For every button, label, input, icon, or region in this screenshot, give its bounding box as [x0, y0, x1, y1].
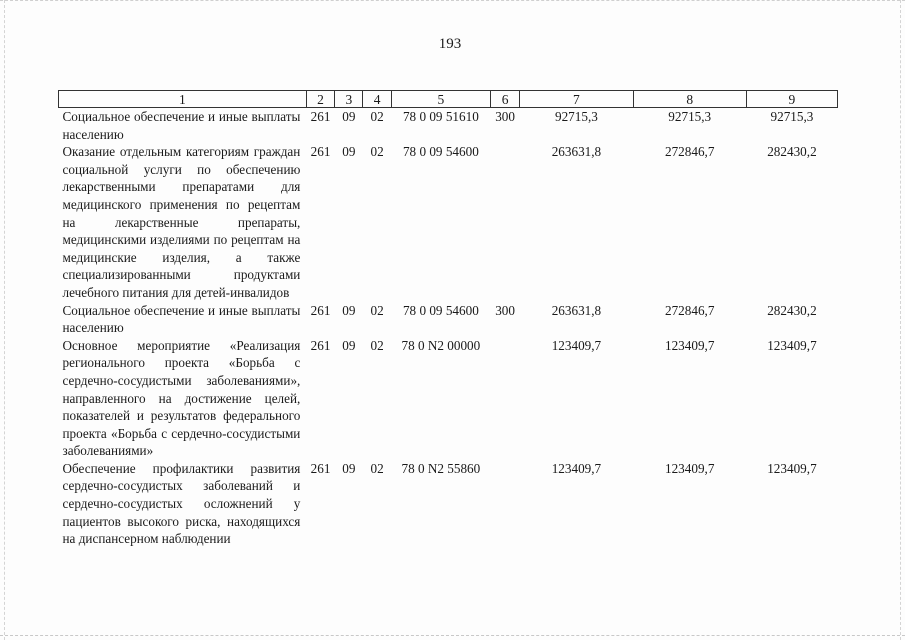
row-col-2: 261 [310, 337, 331, 353]
header-col-7: 7 [520, 91, 633, 108]
table-row [59, 108, 838, 144]
scan-edge-left [4, 0, 6, 640]
row-col-4: 02 [370, 302, 384, 318]
row-col-4: 02 [370, 460, 384, 476]
header-col-6: 6 [490, 91, 519, 108]
header-col-3: 3 [335, 91, 363, 108]
row-col-6: 300 [495, 302, 515, 318]
row-col-3: 09 [342, 144, 356, 160]
row-col-6: 300 [495, 109, 515, 124]
row-col-9: 282430,2 [767, 302, 817, 318]
row-col-4: 02 [370, 109, 384, 124]
row-col-2: 261 [310, 302, 331, 318]
table-row [59, 337, 838, 460]
scan-edge-right [900, 0, 902, 640]
budget-table [58, 90, 838, 548]
row-name: Основное мероприятие «Реализация регионального проекта «Борьба с сердечно-сосудистыми заболеваниями», направленного на достижение целей, показателей и результатов федерального проекта «Борьба с сердечно-сосудистыми заболеваниями» [62, 337, 301, 459]
row-col-7: 123409,7 [551, 337, 602, 353]
row-col-7: 263631,8 [551, 144, 602, 160]
row-col-4: 02 [370, 144, 384, 160]
scan-edge-top [0, 0, 905, 2]
row-col-2: 261 [310, 460, 331, 476]
page-number: 193 [438, 36, 462, 52]
row-col-5: 78 0 09 51610 [402, 109, 479, 124]
row-col-9: 92715,3 [770, 109, 814, 124]
row-col-8: 272846,7 [664, 144, 715, 160]
header-col-9: 9 [746, 91, 837, 108]
row-col-5: 78 0 09 54600 [402, 302, 479, 318]
row-col-9: 123409,7 [767, 460, 817, 476]
row-col-5: 78 0 N2 00000 [401, 337, 481, 353]
row-col-3: 09 [342, 302, 356, 318]
scan-edge-bottom [0, 635, 905, 637]
header-col-4: 4 [363, 91, 391, 108]
row-col-7: 92715,3 [554, 109, 598, 124]
row-col-3: 09 [342, 460, 356, 476]
row-col-4: 02 [370, 337, 384, 353]
table-header-row [59, 91, 838, 108]
row-name: Оказание отдельным категориям граждан социальной услуги по обеспечению лекарственными препаратами для медицинского применения по рецептам на лекарственные препараты, медицинскими изделиями по рецептам на медицинские изделия, а также специализированными продуктами лечебного питания для детей-инвалидов [62, 144, 301, 300]
table-row [59, 143, 838, 301]
row-col-7: 123409,7 [551, 460, 602, 476]
header-col-5: 5 [391, 91, 490, 108]
row-name: Социальное обеспечение и иные выплаты населению [62, 302, 301, 336]
row-col-8: 272846,7 [664, 302, 715, 318]
row-col-2: 261 [310, 144, 331, 160]
header-col-2: 2 [306, 91, 334, 108]
row-col-6 [490, 460, 519, 548]
row-col-2: 261 [310, 109, 331, 124]
row-col-6 [490, 337, 519, 460]
row-col-5: 78 0 09 54600 [402, 144, 479, 160]
row-col-5: 78 0 N2 55860 [401, 460, 481, 476]
table-row [59, 302, 838, 337]
row-col-9: 123409,7 [767, 337, 817, 353]
row-name: Социальное обеспечение и иные выплаты населению [62, 109, 301, 142]
table-row [59, 460, 838, 548]
row-col-6 [490, 143, 519, 301]
row-col-7: 263631,8 [551, 302, 602, 318]
row-col-3: 09 [342, 337, 356, 353]
row-col-9: 282430,2 [767, 144, 817, 160]
row-col-8: 123409,7 [664, 460, 715, 476]
header-col-1: 1 [59, 91, 307, 108]
row-name: Обеспечение профилактики развития сердечно-сосудистых заболеваний и сердечно-сосудистых осложнений у пациентов высокого риска, находящихся на диспансерном наблюдении [62, 460, 301, 547]
row-col-8: 92715,3 [668, 109, 712, 124]
row-col-8: 123409,7 [664, 337, 715, 353]
row-col-3: 09 [342, 109, 356, 124]
header-col-8: 8 [633, 91, 746, 108]
